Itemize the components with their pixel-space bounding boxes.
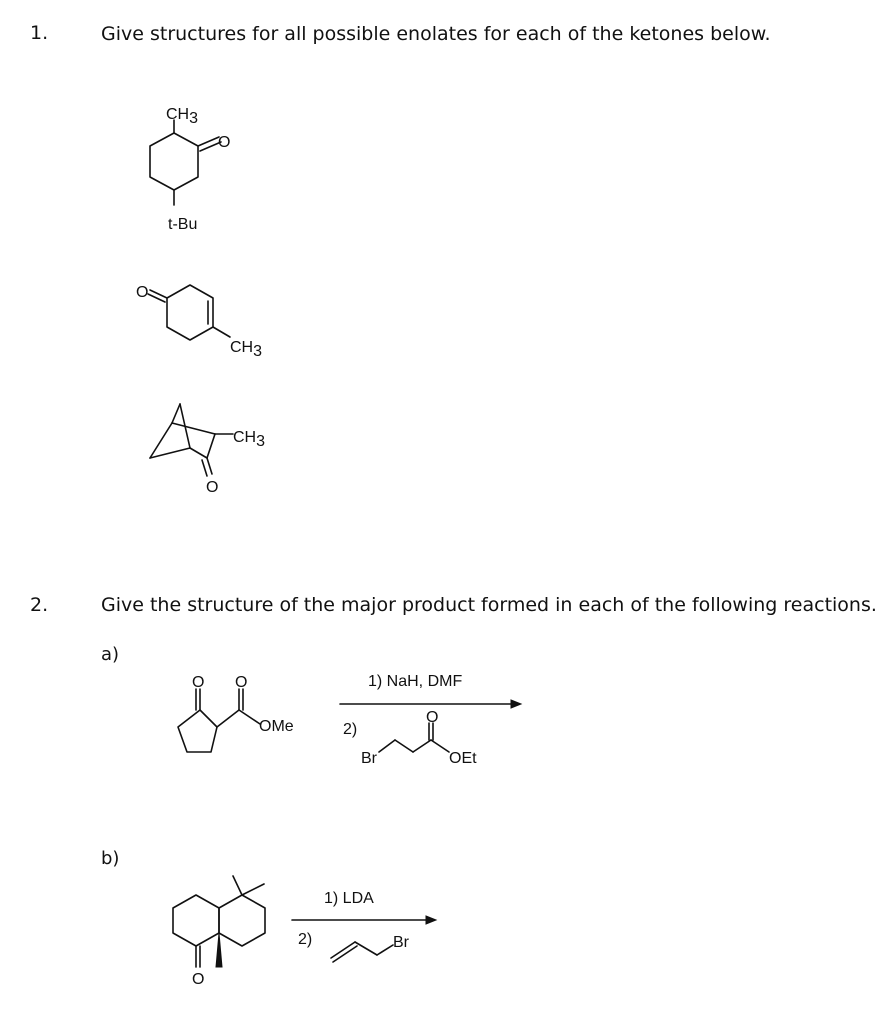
reaction-b-step-1: 1) LDA bbox=[324, 890, 374, 907]
reaction-a-ester-oxygen: O bbox=[235, 674, 248, 691]
ketone-1-structure bbox=[150, 106, 230, 233]
question-1-text: Give structures for all possible enolates for each of the ketones below. bbox=[101, 23, 771, 45]
reaction-b-oxygen: O bbox=[192, 971, 205, 988]
reaction-a-oet-label: OEt bbox=[449, 750, 477, 767]
reaction-b-substrate bbox=[173, 876, 265, 988]
reaction-a-ome-label: OMe bbox=[259, 718, 294, 735]
reaction-a-reagent-oxygen: O bbox=[426, 709, 439, 726]
ketone-3-structure bbox=[150, 404, 265, 496]
reaction-a-arrow bbox=[340, 700, 521, 708]
ketone-3-methyl-label: CH3 bbox=[233, 429, 266, 450]
reaction-a-step-2-number: 2) bbox=[343, 721, 358, 738]
ketone-2-oxygen: O bbox=[136, 284, 149, 301]
question-2-text: Give the structure of the major product formed in each of the following reactions. bbox=[101, 594, 877, 616]
part-a-label: a) bbox=[101, 644, 120, 665]
ketone-3-oxygen: O bbox=[206, 479, 219, 496]
reaction-a-reagent-2 bbox=[361, 709, 477, 767]
ketone-2-methyl-label: CH3 bbox=[230, 339, 263, 360]
ketone-2-structure bbox=[136, 284, 262, 360]
part-b-label: b) bbox=[101, 848, 120, 869]
reaction-a-bromine: Br bbox=[361, 750, 377, 767]
reaction-b-bromine: Br bbox=[393, 934, 409, 951]
ketone-1-tbu-label: t-Bu bbox=[168, 216, 198, 233]
question-2-number: 2. bbox=[30, 594, 49, 616]
reaction-b-reagent-2 bbox=[331, 934, 410, 962]
reaction-a-ketone-oxygen: O bbox=[192, 674, 205, 691]
ketone-1-oxygen: O bbox=[218, 134, 231, 151]
ketone-1-methyl-label: CH3 bbox=[166, 106, 199, 127]
question-1-number: 1. bbox=[30, 22, 49, 44]
reaction-b-arrow bbox=[292, 916, 436, 924]
reaction-b-step-2-number: 2) bbox=[298, 931, 313, 948]
reaction-a-step-1: 1) NaH, DMF bbox=[368, 673, 463, 690]
reaction-a-substrate bbox=[178, 674, 294, 752]
